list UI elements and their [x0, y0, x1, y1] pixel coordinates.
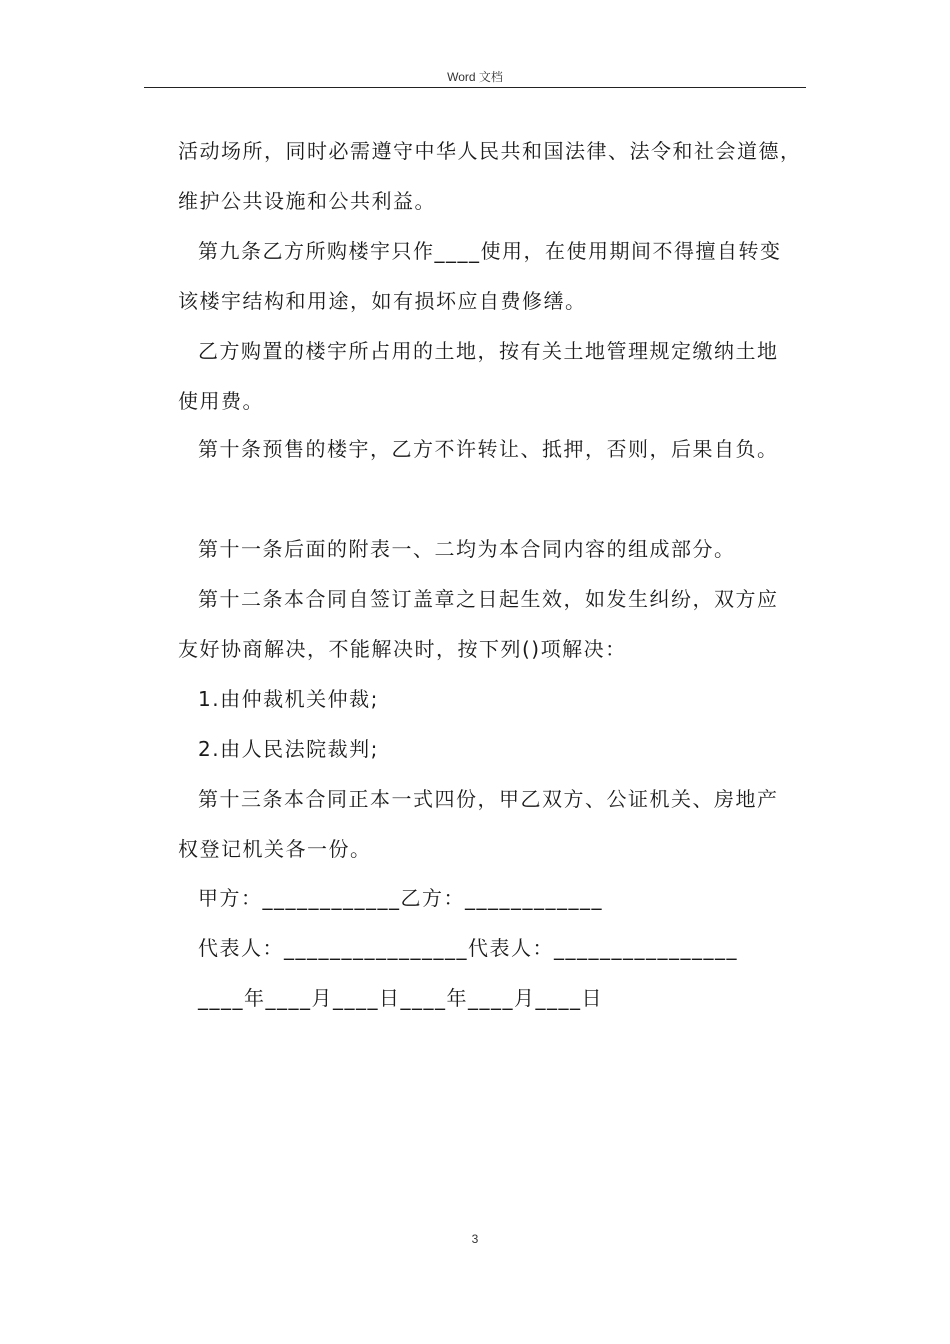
signature-date-line: ____年____月____日____年____月____日	[198, 986, 603, 1010]
header-title: Word 文档	[447, 70, 503, 84]
signature-representative-line: 代表人：________________代表人：________________	[198, 936, 738, 960]
paragraph-line: 友好协商解决，不能解决时，按下列()项解决：	[178, 637, 627, 661]
page-number: 3	[471, 1232, 479, 1246]
paragraph-line: 该楼宇结构和用途，如有损坏应自费修缮。	[178, 289, 587, 313]
paragraph-line: 维护公共设施和公共利益。	[178, 189, 436, 213]
header-divider	[144, 87, 806, 88]
article-9-line: 第九条乙方所购楼宇只作____使用，在使用期间不得擅自转变	[198, 239, 782, 263]
signature-party-line: 甲方：____________乙方：____________	[198, 886, 603, 910]
paragraph-line: 权登记机关各一份。	[178, 837, 372, 861]
paragraph-line: 使用费。	[178, 389, 264, 413]
article-13-line: 第十三条本合同正本一式四份，甲乙双方、公证机关、房地产	[198, 787, 779, 811]
article-10-line: 第十条预售的楼宇，乙方不许转让、抵押，否则，后果自负。	[198, 437, 779, 461]
list-item: 2.由人民法院裁判;	[198, 737, 379, 761]
list-item: 1.由仲裁机关仲裁;	[198, 687, 379, 711]
paragraph-line: 活动场所，同时必需遵守中华人民共和国法律、法令和社会道德，	[178, 139, 802, 163]
article-12-line: 第十二条本合同自签订盖章之日起生效，如发生纠纷，双方应	[198, 587, 779, 611]
article-11-line: 第十一条后面的附表一、二均为本合同内容的组成部分。	[198, 537, 736, 561]
paragraph-line: 乙方购置的楼宇所占用的土地，按有关土地管理规定缴纳土地	[198, 339, 779, 363]
